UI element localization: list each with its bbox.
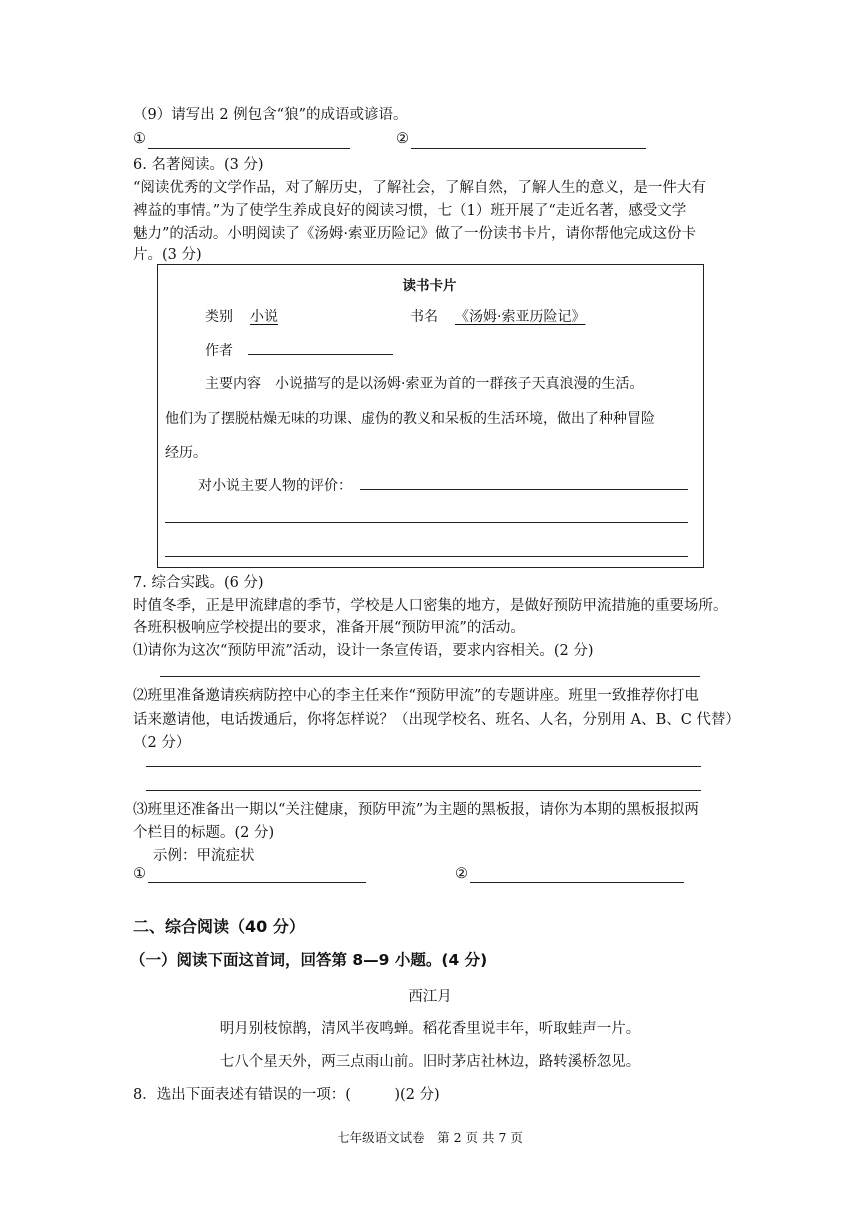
q7-sub2-answer-line-1[interactable] [146, 766, 701, 767]
card-content-line-1: 主要内容 小说描写的是以汤姆·索亚为首的一群孩子天真浪漫的生活。 [205, 376, 644, 392]
card-evaluation-line-1[interactable] [360, 489, 688, 490]
card-evaluation-label: 对小说主要人物的评价： [198, 478, 352, 494]
q7-sub3-line-2: 个栏目的标题。(2 分) [133, 825, 275, 841]
q7-sub2-line-1: ⑵班里准备邀请疾病防控中心的李主任来作“预防甲流”的专题讲座。班里一致推荐你打电 [133, 688, 699, 704]
q7-sub2-line-3: （2 分） [133, 735, 191, 751]
q7-blank-2-marker: ② [455, 866, 468, 882]
page-footer: 七年级语文试卷 第 2 页 共 7 页 [337, 1130, 523, 1145]
card-content-line-3: 经历。 [165, 445, 207, 461]
card-book-value: 《汤姆·索亚历险记》 [455, 309, 586, 325]
reading-card-title: 读书卡片 [402, 278, 457, 294]
q7-title: 7. 综合实践。(6 分) [133, 575, 264, 591]
q7-sub1-answer-line[interactable] [160, 676, 700, 677]
q6-title: 6. 名著阅读。(3 分) [133, 157, 264, 173]
card-content-line-2: 他们为了摆脱枯燥无味的功课、虚伪的教义和呆板的生活环境，做出了种种冒险 [165, 411, 655, 427]
q9-blank-1-marker: ① [133, 131, 146, 147]
card-book-label: 书名 [410, 309, 438, 325]
q8-prompt: 8．选出下面表述有错误的一项：( )(2 分) [133, 1087, 440, 1103]
q7-intro-line-2: 各班积极响应学校提出的要求，准备开展“预防甲流”的活动。 [133, 620, 525, 636]
q7-sub3-answer-line-2[interactable] [470, 882, 684, 883]
q6-para-line-3: 魅力”的活动。小明阅读了《汤姆·索亚历险记》做了一份读书卡片，请你帮他完成这份卡 [133, 226, 697, 242]
q6-para-line-4: 片。(3 分) [133, 247, 202, 263]
section2-subtitle: （一）阅读下面这首词，回答第 8—9 小题。(4 分) [130, 951, 488, 969]
q7-intro-line-1: 时值冬季，正是甲流肆虐的季节，学校是人口密集的地方，是做好预防甲流措施的重要场所。 [133, 598, 728, 614]
card-author-answer-line[interactable] [248, 354, 393, 355]
q7-sub3-line-1: ⑶班里还准备出一期以“关注健康，预防甲流”为主题的黑板报，请你为本期的黑板报拟两 [133, 802, 699, 818]
q6-para-line-2: 裨益的事情。”为了使学生养成良好的阅读习惯，七（1）班开展了“走近名著，感受文学 [133, 203, 687, 219]
poem-line-1: 明月别枝惊鹊，清风半夜鸣蝉。稻花香里说丰年，听取蛙声一片。 [219, 1021, 641, 1037]
q9-blank-2-marker: ② [396, 131, 409, 147]
card-evaluation-line-3[interactable] [165, 556, 688, 557]
q7-sub2-answer-line-2[interactable] [146, 790, 701, 791]
q7-blank-1-marker: ① [133, 866, 146, 882]
poem-title: 西江月 [408, 989, 452, 1005]
q7-sub1: ⑴请你为这次“预防甲流”活动，设计一条宣传语，要求内容相关。(2 分) [133, 643, 594, 659]
poem-line-2: 七八个星天外，两三点雨山前。旧时茅店社林边，路转溪桥忽见。 [219, 1054, 641, 1070]
q7-sub3-answer-line-1[interactable] [148, 882, 366, 883]
q9-prompt: （9）请写出 2 例包含“狼”的成语或谚语。 [133, 107, 408, 123]
q7-sub2-line-2: 话来邀请他，电话拨通后，你将怎样说？（出现学校名、班名、人名，分别用 A、B、C 代替） [133, 712, 740, 728]
card-category-value: 小说 [250, 309, 278, 325]
card-category-label: 类别 [205, 309, 233, 325]
section2-title: 二、综合阅读（40 分） [133, 917, 305, 936]
q7-example: 示例：甲流症状 [153, 848, 255, 864]
q9-answer-line-2[interactable] [411, 148, 646, 149]
q9-answer-line-1[interactable] [148, 148, 350, 149]
card-author-label: 作者 [205, 343, 233, 359]
q6-para-line-1: “阅读优秀的文学作品，对了解历史，了解社会，了解自然，了解人生的意义，是一件大有 [133, 180, 706, 196]
card-evaluation-line-2[interactable] [165, 522, 688, 523]
